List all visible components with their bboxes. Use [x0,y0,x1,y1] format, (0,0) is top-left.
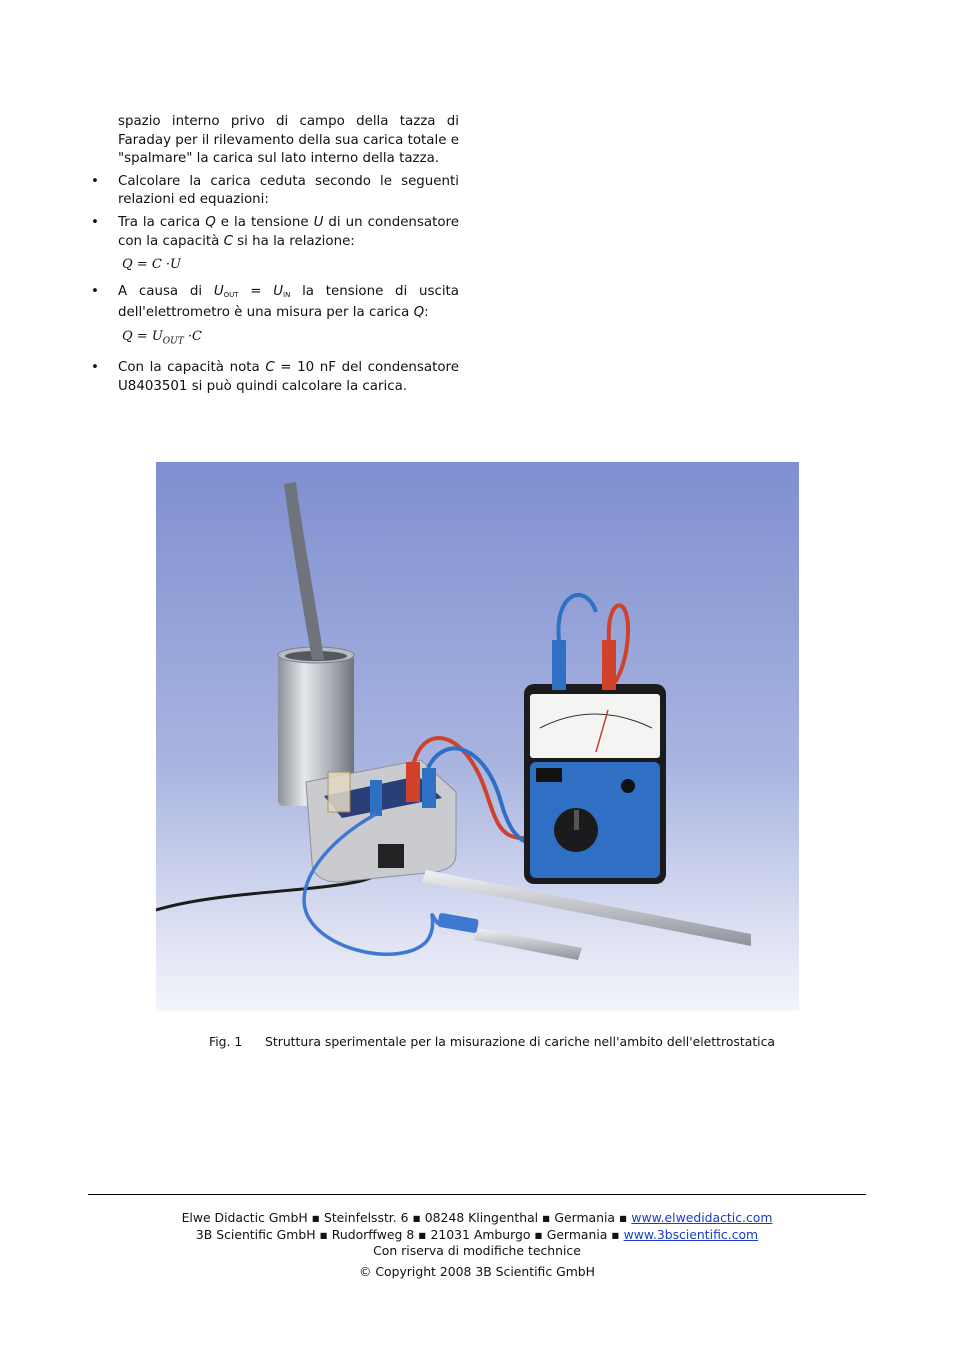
footer-disclaimer: Con riserva di modifiche technice [373,1243,581,1258]
elwe-link[interactable]: www.elwedidactic.com [631,1210,773,1225]
footer-line-elwe: Elwe Didactic GmbH ▪ Steinfelsstr. 6 ▪ 08248 Klingenthal ▪ Germania ▪ www.elwedidactic.com [181,1210,773,1225]
list-item: • Calcolare la carica ceduta secondo le seguenti relazioni ed equazioni: [91,173,459,208]
bullet-icon: • [91,214,99,230]
bullet-icon: • [91,283,99,299]
bullet-icon: • [91,173,99,189]
list-item: • Tra la carica Q e la tensione U di un condensatore con la capacità C si ha la relazione: [91,214,459,249]
footer-line-3b: 3B Scientific GmbH ▪ Rudorffweg 8 ▪ 21031 Amburgo ▪ Germania ▪ www.3bscientific.com [195,1227,759,1242]
figure-caption: Struttura sperimentale per la misurazione di cariche nell'ambito dell'elettrostatica [265,1034,776,1049]
formula-charge: Q = C ·U [122,257,181,273]
intro-paragraph: spazio interno privo di campo della tazza di Faraday per il rilevamento della sua carica totale e "spalmare" la carica sul lato interno della tazza. [118,114,459,167]
figure-label: Fig. 1 [209,1034,243,1049]
bullet-icon: • [91,360,99,376]
footer-divider [88,1194,866,1195]
3bscientific-link[interactable]: www.3bscientific.com [623,1227,759,1242]
list-item: • Con la capacità nota C = 10 nF del condensatore U8403501 si può quindi calcolare la carica. [91,360,459,394]
list-item: • A causa di $U_{OUT} = U_{IN}$ la tensione di uscita dell'elettrometro è una misura per la carica Q: [91,283,460,321]
text-column [91,113,460,396]
footer-copyright: © Copyright 2008 3B Scientific GmbH [359,1264,595,1279]
formula-output: $Q = U_{OUT} \cdot C$ [122,328,202,347]
experiment-photo [156,462,799,1011]
